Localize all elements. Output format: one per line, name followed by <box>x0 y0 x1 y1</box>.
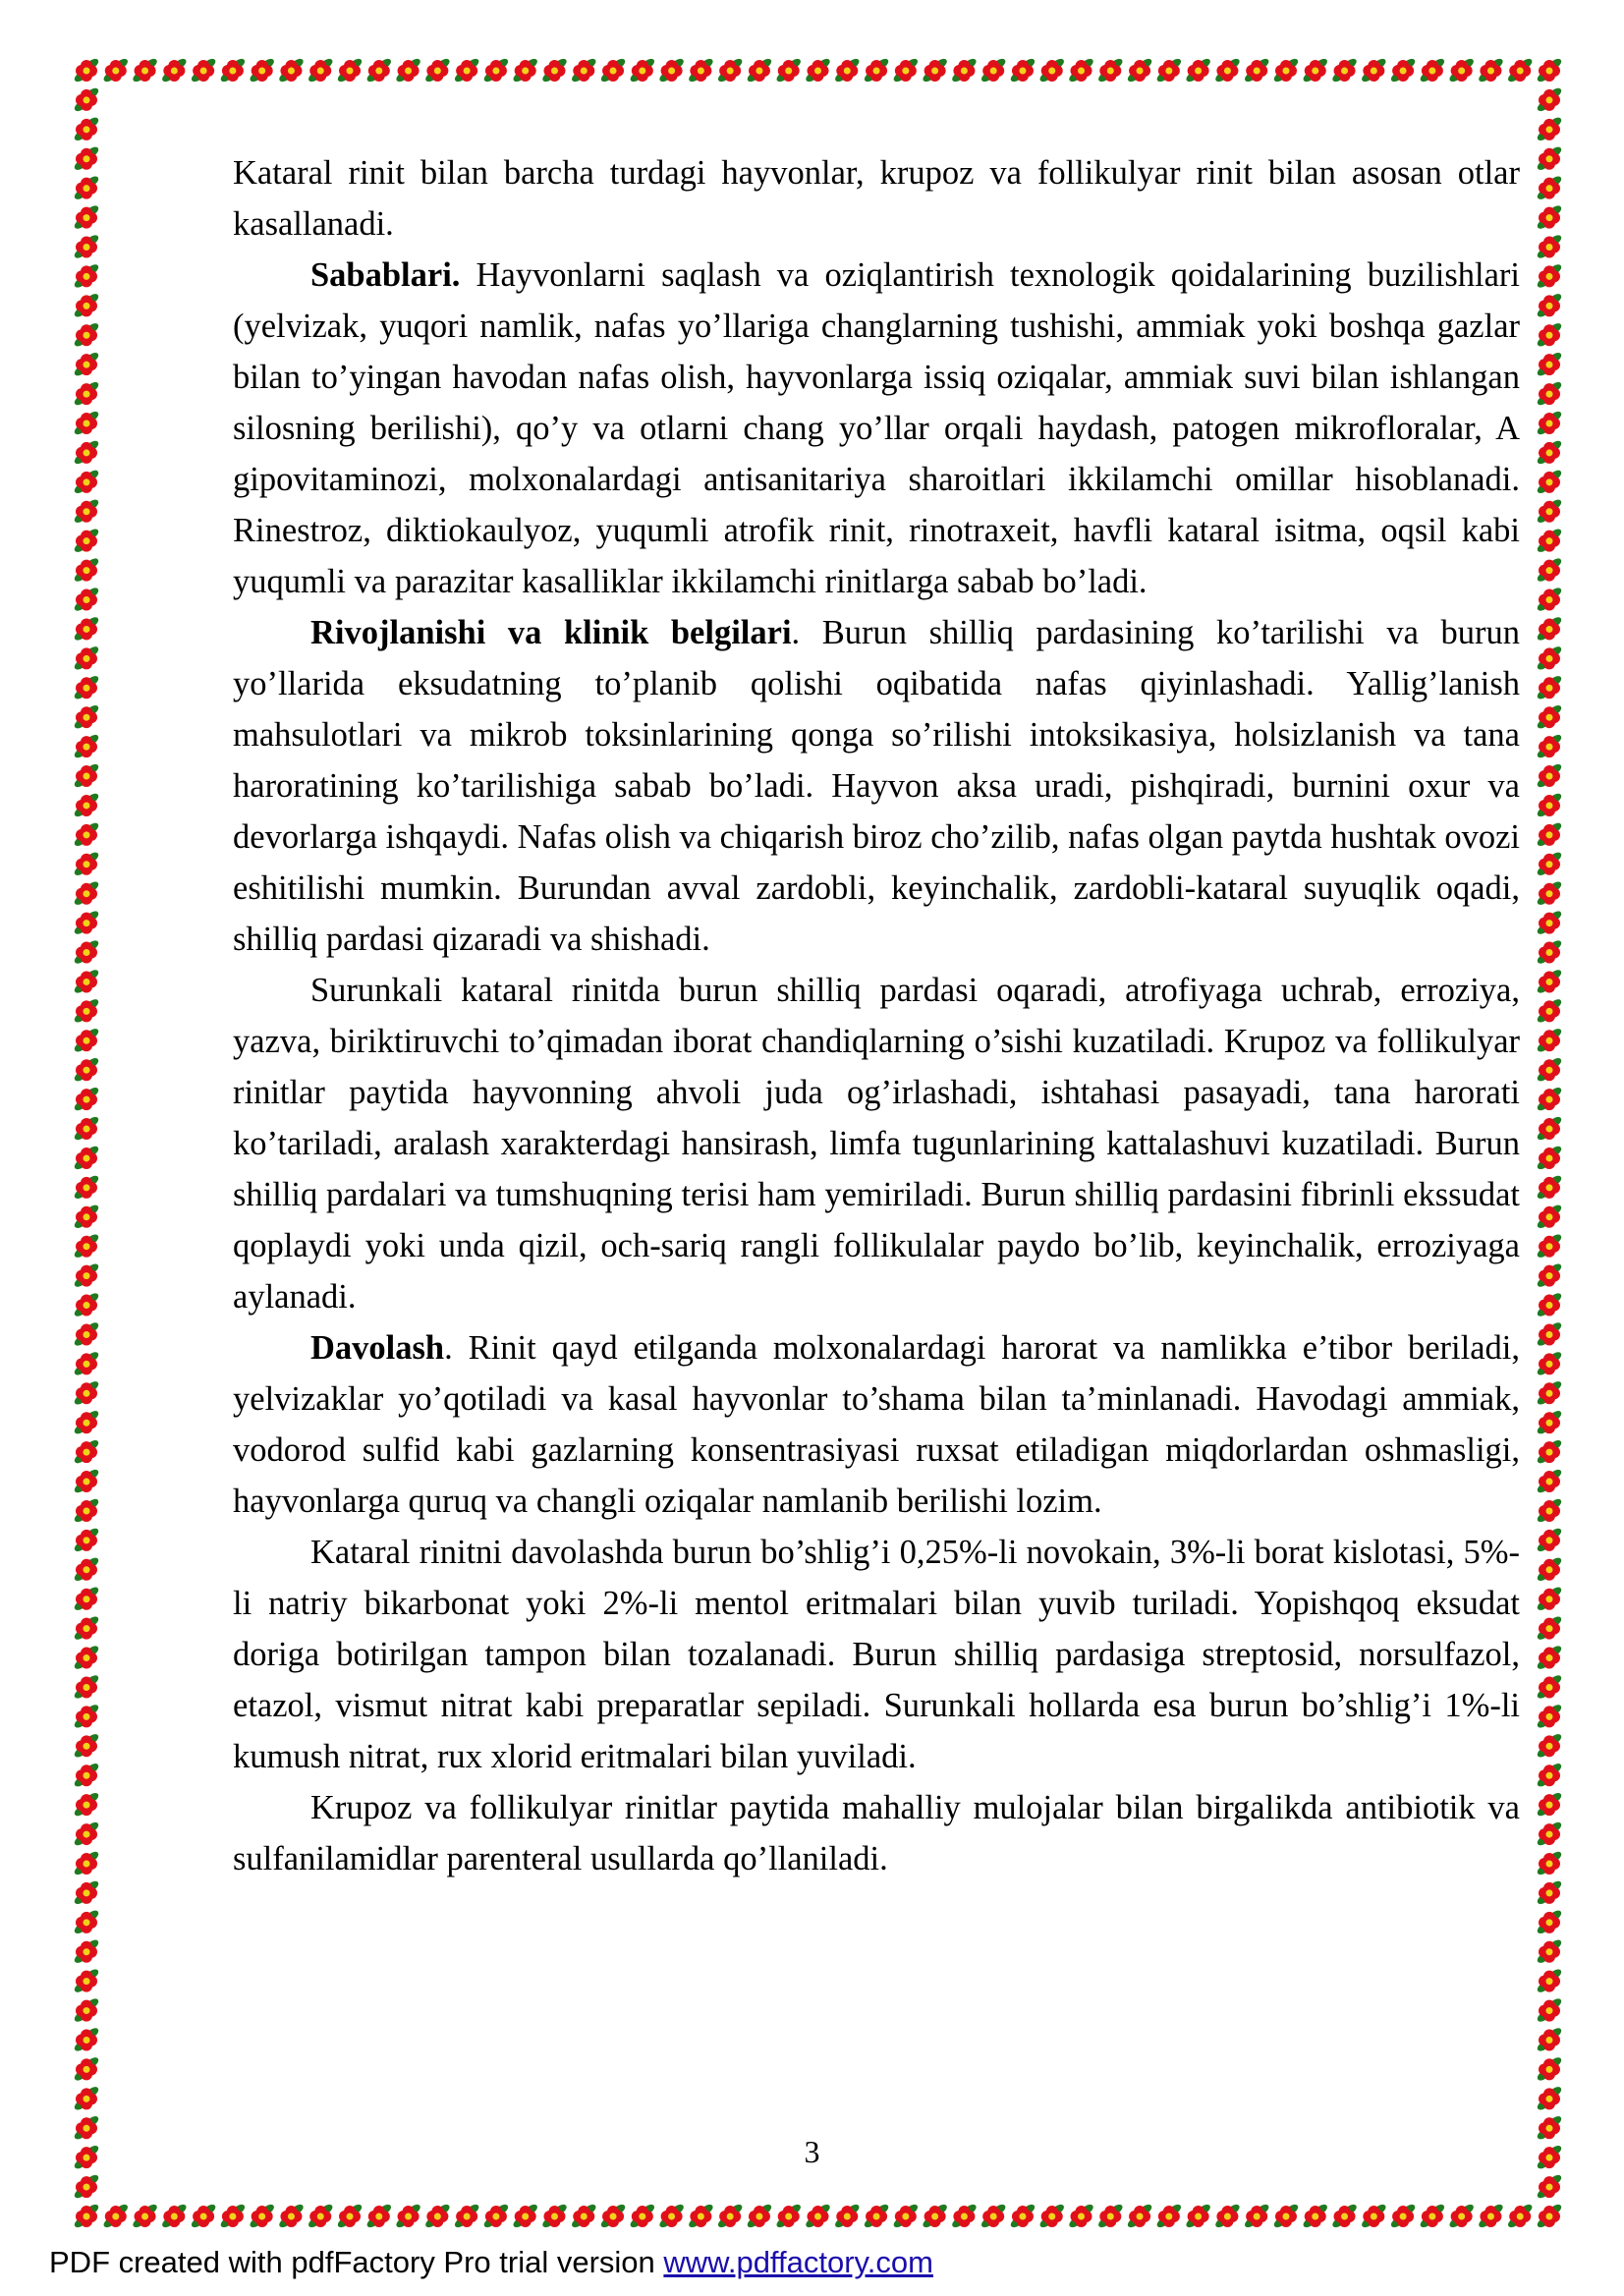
red-flower-icon <box>1536 1762 1563 1789</box>
red-flower-icon <box>73 1585 100 1612</box>
red-flower-icon <box>73 1850 100 1877</box>
red-flower-icon <box>73 2173 100 2201</box>
red-flower-icon <box>1536 821 1563 849</box>
red-flower-icon <box>73 1027 100 1054</box>
red-flower-icon <box>73 2055 100 2083</box>
red-flower-icon <box>1536 203 1563 231</box>
red-flower-icon <box>658 2203 686 2230</box>
paragraph-treatment: Davolash. Rinit qayd etilganda molxonalardagi harorat va namlikka e’tibor beriladi, yelvizaklar yo’qotiladi va kasal hayvonlar to’shama bilan ta’minlanadi. Havodagi ammiak, vodorod sulfid kabi gazlarning konsentrasiyasi ruxsat etiladigan miqdorlardan oshmasligi, hayvonlarga quruq va changli oziqalar namlanib berilishi lozim. <box>233 1329 1520 1520</box>
red-flower-icon <box>1536 850 1563 877</box>
red-flower-icon <box>1536 1585 1563 1612</box>
red-flower-icon <box>863 2203 890 2230</box>
red-flower-icon <box>73 674 100 701</box>
red-flower-icon <box>73 1232 100 1260</box>
red-flower-icon <box>1536 144 1563 172</box>
red-flower-icon <box>73 1703 100 1730</box>
red-flower-icon <box>73 1909 100 1936</box>
red-flower-icon <box>540 57 568 84</box>
red-flower-icon <box>1536 1379 1563 1407</box>
red-flower-icon <box>1536 410 1563 437</box>
red-flower-icon <box>73 262 100 290</box>
paragraph-intro: Kataral rinit bilan barcha turdagi hayvonlar, krupoz va follikulyar rinit bilan asosan otlar kasallanadi. <box>233 154 1520 243</box>
red-flower-icon <box>190 57 217 84</box>
red-flower-icon <box>73 615 100 643</box>
red-flower-icon <box>922 2203 949 2230</box>
red-flower-icon <box>482 2203 510 2230</box>
red-flower-icon <box>1536 57 1563 84</box>
red-flower-icon <box>1536 1291 1563 1318</box>
red-flower-icon <box>132 57 159 84</box>
red-flower-icon <box>73 1937 100 1965</box>
red-flower-icon <box>1536 1115 1563 1143</box>
red-flower-icon <box>1536 1879 1563 1907</box>
red-flower-icon <box>482 57 510 84</box>
red-flower-icon <box>1536 1527 1563 1554</box>
red-flower-icon <box>1536 233 1563 260</box>
red-flower-icon <box>73 556 100 584</box>
paragraph-treatment-catarrhal: Kataral rinitni davolashda burun bo’shlig’i 0,25%-li novokain, 3%-li borat kislotasi, 5%-li natriy bikarbonat yoki 2%-li mentol eritmalari bilan yuvib turiladi. Yopishqoq eksudat doriga botirilgan tampon bilan tozalanadi. Burun shilliq pardasiga streptosid, norsulfazol, etazol, vismut nitrat kabi preparatlar sepiladi. Surunkali hollarda esa burun bo’shlig’i 1%-li kumush nitrat, rux xlorid eritmalari bilan yuviladi. <box>233 1534 1520 1775</box>
red-flower-icon <box>277 57 305 84</box>
red-flower-icon <box>1536 2085 1563 2112</box>
red-flower-icon <box>73 1967 100 1994</box>
red-flower-icon <box>1536 792 1563 819</box>
red-flower-icon <box>73 1556 100 1584</box>
paragraph-clinical-signs: Rivojlanishi va klinik belgilari. Burun shilliq pardasining ko’tarilishi va burun yo’llarida eksudatning to’planib qolishi oqibatida nafas qiyinlashadi. Yallig’lanish mahsulotlari va mikrob toksinlarining qonga so’rilishi intoksikasiya, holsizlanish va tana haroratining ko’tarilishiga sabab bo’ladi. Hayvon aksa uradi, pishqiradi, burnini oxur va devorlarga ishqaydi. Nafas olish va chiqarish biroz cho’zilib, nafas olgan paytda hushtak ovozi eshitilishi mumkin. Burundan avval zardobli, keyinchalik, zardobli-kataral suyuqlik oqadi, shilliq pardasi qizaradi va shishadi. <box>233 614 1520 958</box>
red-flower-icon <box>716 57 744 84</box>
red-flower-icon <box>160 2203 188 2230</box>
red-flower-icon <box>1419 57 1446 84</box>
red-flower-icon <box>365 57 393 84</box>
red-flower-icon <box>1448 2203 1476 2230</box>
red-flower-icon <box>73 469 100 496</box>
red-flower-icon <box>1536 1996 1563 2024</box>
red-flower-icon <box>1536 1056 1563 1084</box>
red-flower-icon <box>1360 57 1387 84</box>
red-flower-icon <box>1536 1145 1563 1172</box>
red-flower-icon <box>73 997 100 1025</box>
red-flower-icon <box>73 1115 100 1143</box>
red-flower-icon <box>1536 174 1563 201</box>
red-flower-icon <box>73 321 100 349</box>
red-flower-icon <box>1536 2173 1563 2201</box>
red-flower-icon <box>1536 292 1563 319</box>
red-flower-icon <box>892 57 920 84</box>
red-flower-icon <box>833 2203 861 2230</box>
red-flower-icon <box>1185 2203 1212 2230</box>
red-flower-icon <box>1448 57 1476 84</box>
red-flower-icon <box>1536 644 1563 672</box>
red-flower-icon <box>219 2203 247 2230</box>
red-flower-icon <box>73 1350 100 1377</box>
red-flower-icon <box>73 233 100 260</box>
red-flower-icon <box>73 1379 100 1407</box>
red-flower-icon <box>950 57 978 84</box>
red-flower-icon <box>1038 2203 1066 2230</box>
paragraph-causes: Sabablari. Hayvonlarni saqlash va oziqlantirish texnologik qoidalarining buzilishlari (yelvizak, yuqori namlik, nafas yo’llariga changlarning tushishi, ammiak yoki boshqa gazlar bilan to’yingan havodan nafas olish, hayvonlarga issiq oziqalar, ammiak suvi bilan ishlangan silosning berilishi), qo’y va otlarni chang yo’llar orqali haydash, patogen mikrofloralar, A gipovitaminozi, molxonalardagi antisanitariya sharoitlari ikkilamchi omillar hisoblanadi. Rinestroz, diktiokaulyoz, yuqumli atrofik rinit, rinotraxeit, havfli kataral isitma, oqsil kabi yuqumli va parazitar kasalliklar ikkilamchi rinitlarga sabab bo’ladi. <box>233 256 1520 600</box>
red-flower-icon <box>512 2203 539 2230</box>
red-flower-icon <box>1536 262 1563 290</box>
red-flower-icon <box>395 57 422 84</box>
red-flower-icon <box>73 2026 100 2053</box>
red-flower-icon <box>833 57 861 84</box>
paragraph-chronic: Surunkali kataral rinitda burun shilliq pardasi oqaradi, atrofiyaga uchrab, erroziya, yazva, biriktiruvchi to’qimadan iborat chandiqlarning o’sishi kuzatiladi. Krupoz va follikulyar rinitlar paytida hayvonning ahvoli juda og’irlashadi, ishtahasi pasayadi, tana harorati ko’tariladi, aralash xarakterdagi hansirash, limfa tugunlarining kattalashuvi kuzatiladi. Burun shilliq pardalari va tumshuqning terisi ham yemiriladi. Burun shilliq pardasini fibrinli ekssudat qoplaydi yoki unda qizil, och-sariq rangli follikulalar paydo bo’lib, keyinchalik, erroziyaga aylanadi. <box>233 972 1520 1316</box>
red-flower-icon <box>73 1732 100 1760</box>
red-flower-icon <box>1243 57 1270 84</box>
red-flower-icon <box>540 2203 568 2230</box>
red-flower-icon <box>1302 57 1329 84</box>
red-flower-icon <box>102 57 130 84</box>
red-flower-icon <box>716 2203 744 2230</box>
red-flower-icon <box>1067 57 1094 84</box>
red-flower-icon <box>980 2203 1007 2230</box>
red-flower-icon <box>73 1468 100 1495</box>
red-flower-icon <box>73 174 100 201</box>
red-flower-icon <box>1419 2203 1446 2230</box>
red-flower-icon <box>73 57 100 84</box>
red-flower-icon <box>1038 57 1066 84</box>
page-number: 3 <box>804 2134 820 2169</box>
red-flower-icon <box>863 57 890 84</box>
red-flower-icon <box>423 2203 451 2230</box>
heading-clinical-signs: Rivojlanishi va klinik belgilari <box>310 614 792 651</box>
red-flower-icon <box>73 116 100 143</box>
page-body <box>233 147 1520 1884</box>
red-flower-icon <box>1536 1232 1563 1260</box>
red-flower-icon <box>1477 57 1504 84</box>
red-flower-icon <box>73 1320 100 1348</box>
red-flower-icon <box>1536 909 1563 936</box>
red-flower-icon <box>73 2085 100 2112</box>
red-flower-icon <box>1009 2203 1036 2230</box>
red-flower-icon <box>1536 733 1563 760</box>
red-flower-icon <box>73 527 100 554</box>
red-flower-icon <box>73 1261 100 1289</box>
red-flower-icon <box>73 86 100 114</box>
red-flower-icon <box>1536 497 1563 525</box>
red-flower-icon <box>1389 57 1417 84</box>
red-flower-icon <box>73 792 100 819</box>
red-flower-icon <box>1360 2203 1387 2230</box>
red-flower-icon <box>629 57 656 84</box>
red-flower-icon <box>1243 2203 1270 2230</box>
red-flower-icon <box>1536 86 1563 114</box>
red-flower-icon <box>1213 57 1241 84</box>
red-flower-icon <box>687 57 714 84</box>
red-flower-icon <box>1067 2203 1094 2230</box>
red-flower-icon <box>1126 2203 1153 2230</box>
red-flower-icon <box>160 57 188 84</box>
red-flower-icon <box>1126 57 1153 84</box>
red-flower-icon <box>1536 1644 1563 1671</box>
red-flower-icon <box>73 938 100 966</box>
red-flower-icon <box>73 203 100 231</box>
red-flower-icon <box>599 2203 627 2230</box>
red-flower-icon <box>570 57 597 84</box>
red-flower-icon <box>1536 615 1563 643</box>
red-flower-icon <box>1536 1703 1563 1730</box>
red-flower-icon <box>1331 57 1359 84</box>
red-flower-icon <box>73 821 100 849</box>
red-flower-icon <box>892 2203 920 2230</box>
red-flower-icon <box>73 1291 100 1318</box>
red-flower-icon <box>336 2203 364 2230</box>
red-flower-icon <box>453 57 480 84</box>
footer-link[interactable]: www.pdffactory.com <box>663 2245 933 2279</box>
red-flower-icon <box>219 57 247 84</box>
red-flower-icon <box>980 57 1007 84</box>
red-flower-icon <box>453 2203 480 2230</box>
red-flower-icon <box>1536 1086 1563 1113</box>
red-flower-icon <box>73 1409 100 1436</box>
red-flower-icon <box>1389 2203 1417 2230</box>
heading-causes: Sabablari. <box>310 256 461 294</box>
heading-treatment: Davolash <box>310 1329 445 1367</box>
red-flower-icon <box>73 1145 100 1172</box>
red-flower-icon <box>73 380 100 408</box>
red-flower-icon <box>1536 2203 1563 2230</box>
red-flower-icon <box>1536 1937 1563 1965</box>
red-flower-icon <box>1536 1673 1563 1701</box>
red-flower-icon <box>629 2203 656 2230</box>
red-flower-icon <box>73 1879 100 1907</box>
red-flower-icon <box>73 351 100 378</box>
red-flower-icon <box>1536 1204 1563 1231</box>
red-flower-icon <box>775 57 803 84</box>
red-flower-icon <box>1536 586 1563 613</box>
red-flower-icon <box>1536 380 1563 408</box>
red-flower-icon <box>1096 2203 1124 2230</box>
red-flower-icon <box>1536 762 1563 790</box>
red-flower-icon <box>1536 469 1563 496</box>
red-flower-icon <box>1536 968 1563 995</box>
red-flower-icon <box>1536 997 1563 1025</box>
red-flower-icon <box>1536 1320 1563 1348</box>
red-flower-icon <box>73 2203 100 2230</box>
red-flower-icon <box>1536 1468 1563 1495</box>
red-flower-icon <box>132 2203 159 2230</box>
red-flower-icon <box>687 2203 714 2230</box>
red-flower-icon <box>1272 57 1300 84</box>
red-flower-icon <box>1536 1409 1563 1436</box>
red-flower-icon <box>1536 116 1563 143</box>
red-flower-icon <box>1536 703 1563 731</box>
red-flower-icon <box>746 57 773 84</box>
red-flower-icon <box>804 2203 831 2230</box>
red-flower-icon <box>73 1174 100 1202</box>
red-flower-icon <box>1213 2203 1241 2230</box>
red-flower-icon <box>249 2203 276 2230</box>
red-flower-icon <box>1536 1350 1563 1377</box>
red-flower-icon <box>1536 1556 1563 1584</box>
red-flower-icon <box>1009 57 1036 84</box>
red-flower-icon <box>1506 57 1534 84</box>
paragraph-treatment-croupous: Krupoz va follikulyar rinitlar paytida mahalliy mulojalar bilan birgalikda antibiotik va sulfanilamidlar parenteral usullarda qo’llaniladi. <box>233 1789 1520 1877</box>
red-flower-icon <box>73 968 100 995</box>
red-flower-icon <box>1536 1909 1563 1936</box>
red-flower-icon <box>73 1762 100 1789</box>
red-flower-icon <box>1536 321 1563 349</box>
red-flower-icon <box>73 762 100 790</box>
red-flower-icon <box>73 439 100 467</box>
red-flower-icon <box>1536 1261 1563 1289</box>
red-flower-icon <box>336 57 364 84</box>
red-flower-icon <box>73 1996 100 2024</box>
red-flower-icon <box>73 1086 100 1113</box>
pdf-footer <box>49 2245 933 2280</box>
red-flower-icon <box>73 644 100 672</box>
red-flower-icon <box>307 2203 334 2230</box>
red-flower-icon <box>1536 439 1563 467</box>
red-flower-icon <box>1331 2203 1359 2230</box>
red-flower-icon <box>1536 1791 1563 1819</box>
red-flower-icon <box>73 733 100 760</box>
red-flower-icon <box>73 1204 100 1231</box>
red-flower-icon <box>73 1056 100 1084</box>
red-flower-icon <box>1536 674 1563 701</box>
red-flower-icon <box>1155 2203 1183 2230</box>
red-flower-icon <box>73 292 100 319</box>
red-flower-icon <box>1536 1820 1563 1848</box>
red-flower-icon <box>73 144 100 172</box>
red-flower-icon <box>73 410 100 437</box>
red-flower-icon <box>1536 1438 1563 1466</box>
red-flower-icon <box>1536 2026 1563 2053</box>
red-flower-icon <box>775 2203 803 2230</box>
red-flower-icon <box>1536 938 1563 966</box>
red-flower-icon <box>570 2203 597 2230</box>
red-flower-icon <box>599 57 627 84</box>
red-flower-icon <box>1477 2203 1504 2230</box>
red-flower-icon <box>1536 879 1563 907</box>
red-flower-icon <box>1536 1967 1563 1994</box>
red-flower-icon <box>73 586 100 613</box>
red-flower-icon <box>1536 1614 1563 1642</box>
red-flower-icon <box>1506 2203 1534 2230</box>
red-flower-icon <box>1272 2203 1300 2230</box>
red-flower-icon <box>395 2203 422 2230</box>
red-flower-icon <box>365 2203 393 2230</box>
red-flower-icon <box>73 850 100 877</box>
red-flower-icon <box>73 703 100 731</box>
red-flower-icon <box>1302 2203 1329 2230</box>
red-flower-icon <box>1536 556 1563 584</box>
red-flower-icon <box>1536 527 1563 554</box>
red-flower-icon <box>249 57 276 84</box>
red-flower-icon <box>1536 1027 1563 1054</box>
red-flower-icon <box>1536 1174 1563 1202</box>
red-flower-icon <box>922 57 949 84</box>
red-flower-icon <box>1155 57 1183 84</box>
red-flower-icon <box>73 909 100 936</box>
red-flower-icon <box>950 2203 978 2230</box>
red-flower-icon <box>73 1673 100 1701</box>
red-flower-icon <box>73 1497 100 1525</box>
red-flower-icon <box>73 1791 100 1819</box>
red-flower-icon <box>1536 2055 1563 2083</box>
red-flower-icon <box>804 57 831 84</box>
red-flower-icon <box>73 497 100 525</box>
red-flower-icon <box>1536 1732 1563 1760</box>
footer-text: PDF created with pdfFactory Pro trial version <box>49 2245 664 2279</box>
red-flower-icon <box>746 2203 773 2230</box>
red-flower-icon <box>102 2203 130 2230</box>
red-flower-icon <box>658 57 686 84</box>
red-flower-icon <box>73 1527 100 1554</box>
red-flower-icon <box>423 57 451 84</box>
red-flower-icon <box>73 1438 100 1466</box>
red-flower-icon <box>512 57 539 84</box>
red-flower-icon <box>1536 1850 1563 1877</box>
red-flower-icon <box>277 2203 305 2230</box>
red-flower-icon <box>73 1644 100 1671</box>
red-flower-icon <box>73 1820 100 1848</box>
red-flower-icon <box>1185 57 1212 84</box>
red-flower-icon <box>73 1614 100 1642</box>
red-flower-icon <box>73 879 100 907</box>
red-flower-icon <box>190 2203 217 2230</box>
red-flower-icon <box>1096 57 1124 84</box>
red-flower-icon <box>1536 1497 1563 1525</box>
red-flower-icon <box>1536 351 1563 378</box>
red-flower-icon <box>307 57 334 84</box>
